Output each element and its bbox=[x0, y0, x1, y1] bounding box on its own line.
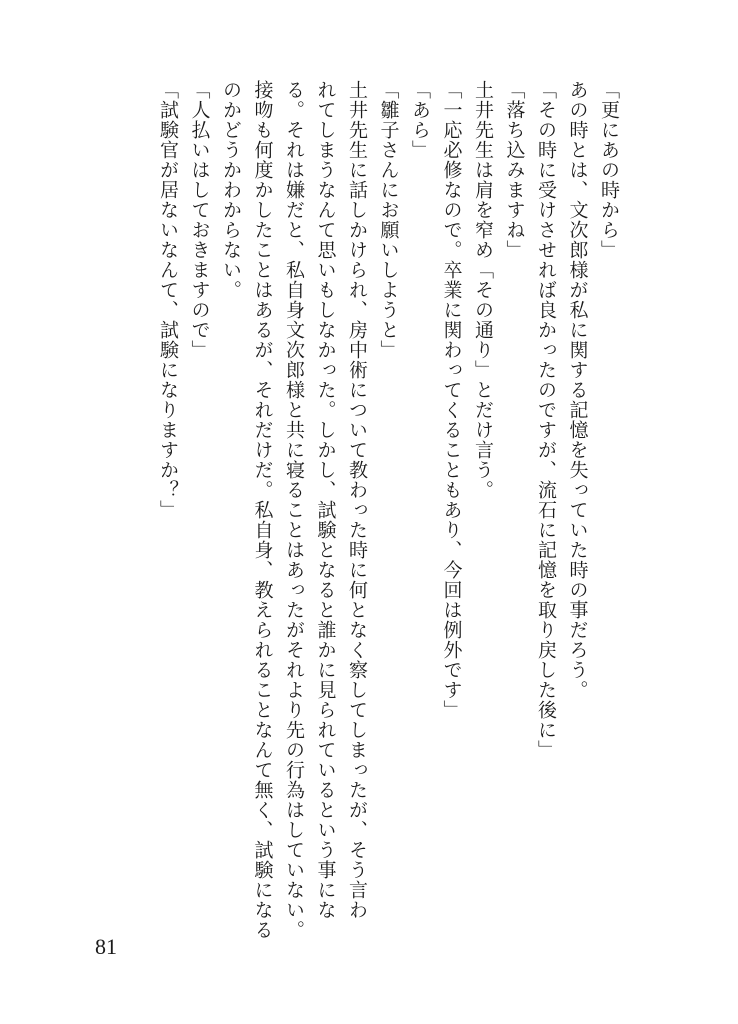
text-line: のかどうかわからない。 bbox=[220, 80, 242, 300]
text-line: 接吻も何度かしたことはあるが、それだけだ。私自身、教えられることなんて無く、試験になる bbox=[251, 80, 274, 940]
text-line: 土井先生は肩を窄め「その通り」とだけ言う。 bbox=[472, 80, 494, 500]
text-line: 「雛子さんにお願いしようと」 bbox=[377, 80, 400, 360]
text-line: あの時とは、文次郎様が私に関する記憶を失っていた時の事だろう。 bbox=[566, 80, 589, 700]
text-line: 「試験官が居ないなんて、試験になりますか？」 bbox=[157, 80, 179, 520]
text-line: 「落ち込みますね」 bbox=[503, 80, 526, 260]
text-line: 土井先生に話しかけられ、房中術について教わった時に何となく察してしまったが、そう言わ bbox=[346, 80, 368, 920]
text-line: 「更にあの時から」 bbox=[598, 80, 620, 260]
vertical-text-body bbox=[146, 80, 620, 940]
text-line: る。それは嫌だと、私自身文次郎様と共に寝ることはあったがそれより先の行為はしていない。 bbox=[283, 80, 305, 940]
page-number: 81 bbox=[95, 934, 117, 959]
text-line: れてしまうなんて思いもしなかった。しかし、試験となると誰かに見られているという事にな bbox=[314, 80, 337, 920]
text-line: 「人払いはしておきますので」 bbox=[188, 80, 211, 360]
text-line: 「一応必修なので。卒業に関わってくることもあり、今回は例外です」 bbox=[440, 80, 463, 720]
text-line: 「その時に受けさせれば良かったのですが、流石に記憶を取り戻した後に」 bbox=[535, 80, 557, 760]
text-line: 「あら」 bbox=[409, 80, 431, 160]
